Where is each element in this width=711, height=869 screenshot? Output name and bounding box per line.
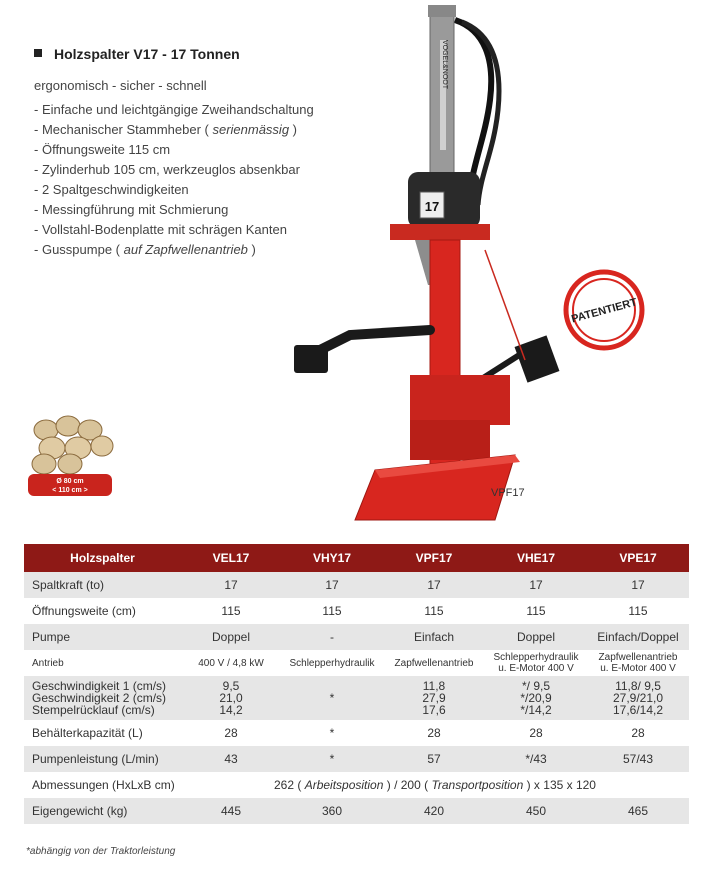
table-cell: 400 V / 4,8 kW (198, 657, 264, 669)
table-cell: 420 (383, 798, 485, 824)
table-cell: 262 ( Arbeitsposition ) / 200 ( Transportposition ) x 135 x 120 (274, 778, 596, 792)
table-row (24, 572, 689, 598)
svg-text:PATENTIERT: PATENTIERT (570, 296, 639, 326)
table-cell: */ 9,5 */20,9 */14,2 (485, 676, 587, 720)
header-label: Holzspalter (24, 544, 181, 572)
table-row (24, 720, 689, 746)
table-cell: */43 (485, 746, 587, 772)
svg-text:Ø 80 cm: Ø 80 cm (56, 478, 84, 485)
header-model: VHY17 (281, 544, 383, 572)
table-cell: 11,8 27,9 17,6 (383, 676, 485, 720)
feature-item: - Vollstahl-Bodenplatte mit schrägen Kanten (34, 220, 324, 240)
svg-text:< 110 cm >: < 110 cm > (52, 487, 88, 494)
column-badge: 17 (424, 199, 440, 214)
row-label: Abmessungen (HxLxB cm) (32, 778, 175, 792)
table-row (24, 676, 689, 720)
table-cell: * (329, 726, 335, 740)
table-cell: 28 (224, 726, 238, 740)
header-model: VHE17 (485, 544, 587, 572)
table-cell: 115 (322, 604, 342, 618)
table-cell: 465 (587, 798, 689, 824)
patent-stamp (562, 268, 646, 352)
table-cell: Schlepperhydraulik u. E-Motor 400 V (493, 652, 579, 674)
model-label: VPF17 (491, 487, 525, 499)
logs-size-icon (26, 410, 116, 496)
feature-item: - Zylinderhub 105 cm, werkzeuglos absenkbar (34, 160, 324, 180)
table-row (24, 772, 689, 798)
table-cell: - (281, 624, 383, 650)
table-row (24, 746, 689, 772)
table-cell: 445 (181, 798, 281, 824)
table-cell: 17 (485, 572, 587, 598)
header-model: VPE17 (587, 544, 689, 572)
table-row (24, 624, 689, 650)
header-model: VPF17 (383, 544, 485, 572)
table-header (24, 544, 689, 572)
feature-item: - Messingführung mit Schmierung (34, 200, 324, 220)
table-cell: 360 (281, 798, 383, 824)
footnote: *abhängig von der Traktorleistung (26, 846, 176, 857)
row-label: Pumpe (24, 624, 181, 650)
feature-item: - 2 Spaltgeschwindigkeiten (34, 180, 324, 200)
table-cell: 17 (383, 572, 485, 598)
table-cell: Zapfwellenantrieb (394, 657, 474, 669)
log-splitter-image (280, 0, 580, 525)
feature-item: - Einfache und leichtgängige Zweihandschaltung (34, 100, 324, 120)
table-cell: 28 (529, 726, 543, 740)
feature-item: - Gusspumpe ( auf Zapfwellenantrieb ) (34, 240, 324, 260)
table-cell: Einfach (383, 624, 485, 650)
table-cell: 9,5 21,0 14,2 (181, 676, 281, 720)
table-cell: 115 (221, 604, 241, 618)
feature-item: - Mechanischer Stammheber ( serienmässig ) (34, 120, 324, 140)
table-cell: Einfach/Doppel (587, 624, 689, 650)
row-label: Geschwindigkeit 1 (cm/s) Geschwindigkeit 2 (cm/s) Stempelrücklauf (cm/s) (24, 676, 181, 720)
header-model: VEL17 (181, 544, 281, 572)
row-label: Spaltkraft (to) (24, 572, 181, 598)
table-cell: 450 (485, 798, 587, 824)
subtitle: ergonomisch - sicher - schnell (34, 78, 207, 93)
feature-item: - Öffnungsweite 115 cm (34, 140, 324, 160)
table-cell: Zapfwellenantrieb u. E-Motor 400 V (598, 652, 678, 674)
bullet-square-icon (34, 49, 42, 57)
table-cell: 57 (383, 746, 485, 772)
table-row (24, 650, 689, 676)
table-cell: 115 (628, 604, 648, 618)
page-title: Holzspalter V17 - 17 Tonnen (34, 46, 240, 62)
table-row (24, 598, 689, 624)
table-row (24, 798, 689, 824)
table-cell: 28 (427, 726, 441, 740)
table-cell: Doppel (181, 624, 281, 650)
table-cell: * (281, 746, 383, 772)
row-label: Behälterkapazität (L) (32, 726, 143, 740)
spec-table (24, 544, 689, 824)
table-cell: 28 (631, 726, 645, 740)
table-cell: 57/43 (587, 746, 689, 772)
table-cell: Doppel (485, 624, 587, 650)
table-cell: 17 (281, 572, 383, 598)
table-cell: 43 (181, 746, 281, 772)
table-cell: Schlepperhydraulik (289, 657, 375, 669)
table-cell: 17 (181, 572, 281, 598)
table-cell: 17 (587, 572, 689, 598)
row-label: Antrieb (32, 657, 64, 669)
table-cell: 115 (424, 604, 444, 618)
table-cell: 115 (526, 604, 546, 618)
row-label: Eigengewicht (kg) (24, 798, 181, 824)
table-cell: 11,8/ 9,5 27,9/21,0 17,6/14,2 (587, 676, 689, 720)
column-text: VOGEL&NOOT (441, 40, 448, 90)
row-label: Öffnungsweite (cm) (32, 604, 136, 618)
row-label: Pumpenleistung (L/min) (24, 746, 181, 772)
table-cell: * (281, 676, 383, 720)
